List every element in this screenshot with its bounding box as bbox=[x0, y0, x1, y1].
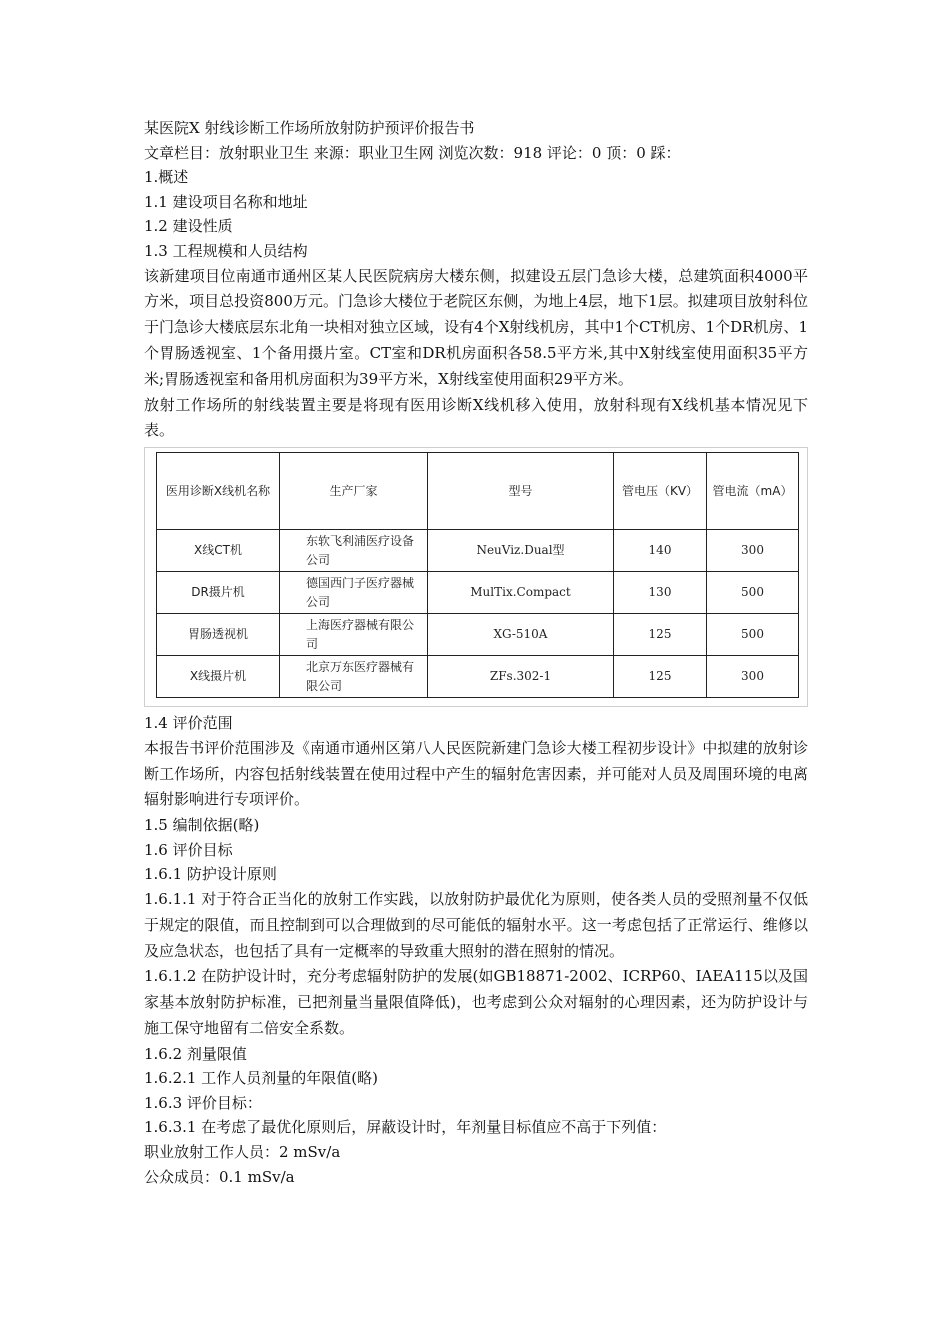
current-cell: 500 bbox=[707, 572, 799, 614]
model-cell: MulTix.Compact bbox=[428, 572, 614, 614]
paragraph-scale: 该新建项目位南通市通州区某人民医院病房大楼东侧，拟建设五层门急诊大楼，总建筑面积4000平方米，项目总投资800万元。门急诊大楼位于老院区东侧，为地上4层，地下1层。拟建项目放射科位于门急诊大楼底层东北角一块相对独立区域，设有4个X射线机房，其中1个CT机房、1个DR机房、1个胃肠透视室、1个备用摄片室。CT室和DR机房面积各58.5平方米,其中X射线室使用面积35平方米;胃肠透视室和备用机房面积为39平方米，X射线室使用面积29平方米。 bbox=[144, 266, 808, 388]
manufacturer-cell: 东软飞利浦医疗设备公司 bbox=[280, 530, 428, 572]
table-header-row bbox=[157, 453, 799, 530]
device-name-cell: X线摄片机 bbox=[157, 656, 280, 698]
heading-1-6: 1.6 评价目标 bbox=[144, 840, 233, 859]
current-cell: 500 bbox=[707, 614, 799, 656]
heading-1: 1.概述 bbox=[144, 168, 189, 187]
header-cell: 型号 bbox=[428, 453, 614, 530]
header-cell: 医用诊断X线机名称 bbox=[157, 453, 280, 530]
header-cell: 生产厂家 bbox=[280, 453, 428, 530]
document-page bbox=[144, 116, 808, 1189]
heading-1-6-2: 1.6.2 剂量限值 bbox=[144, 1044, 247, 1063]
heading-1-2: 1.2 建设性质 bbox=[144, 217, 233, 236]
manufacturer-cell: 德国西门子医疗器械公司 bbox=[280, 572, 428, 614]
current-cell: 300 bbox=[707, 530, 799, 572]
device-name-cell: 胃肠透视机 bbox=[157, 614, 280, 656]
heading-1-6-3-1: 1.6.3.1 在考虑了最优化原则后，屏蔽设计时，年剂量目标值应不高于下列值： bbox=[144, 1118, 667, 1137]
table-row bbox=[157, 572, 799, 614]
manufacturer-cell: 北京万东医疗器械有限公司 bbox=[280, 656, 428, 698]
heading-1-5: 1.5 编制依据(略) bbox=[144, 816, 260, 835]
voltage-cell: 130 bbox=[614, 572, 707, 614]
paragraph-1-6-1-1: 1.6.1.1 对于符合正当化的放射工作实践，以放射防护最优化为原则，使各类人员的受照剂量不仅低于规定的限值，而且控制到可以合理做到的尽可能低的辐射水平。这一考虑包括了正常运行、维修以及应急状态，也包括了具有一定概率的导致重大照射的潜在照射的情况。 bbox=[144, 889, 808, 960]
device-name-cell: X线CT机 bbox=[157, 530, 280, 572]
table-row bbox=[157, 656, 799, 698]
voltage-cell: 140 bbox=[614, 530, 707, 572]
device-name-cell: DR摄片机 bbox=[157, 572, 280, 614]
document-title: 某医院X 射线诊断工作场所放射防护预评价报告书 bbox=[144, 119, 475, 137]
heading-1-4: 1.4 评价范围 bbox=[144, 714, 233, 733]
voltage-cell: 125 bbox=[614, 656, 707, 698]
heading-1-1: 1.1 建设项目名称和地址 bbox=[144, 192, 308, 211]
model-cell: NeuViz.Dual型 bbox=[428, 530, 614, 572]
heading-1-6-1: 1.6.1 防护设计原则 bbox=[144, 865, 277, 884]
table-row bbox=[157, 614, 799, 656]
voltage-cell: 125 bbox=[614, 614, 707, 656]
heading-1-6-2-1: 1.6.2.1 工作人员剂量的年限值(略) bbox=[144, 1069, 378, 1088]
current-cell: 300 bbox=[707, 656, 799, 698]
model-cell: XG-510A bbox=[428, 614, 614, 656]
equipment-table bbox=[156, 452, 799, 698]
model-cell: ZFs.302-1 bbox=[428, 656, 614, 698]
table-row bbox=[157, 530, 799, 572]
equipment-table-frame bbox=[144, 447, 808, 707]
paragraph-1-6-1-2: 1.6.1.2 在防护设计时，充分考虑辐射防护的发展(如GB18871-2002、ICRP60、IAEA115以及国家基本放射防护标准，已把剂量当量限值降低)，也考虑到公众对辐射的心理因素，还为防护设计与施工保守地留有二倍安全系数。 bbox=[144, 967, 808, 1037]
paragraph-devices: 放射工作场所的射线装置主要是将现有医用诊断X线机移入使用，放射科现有X线机基本情况见下表。 bbox=[144, 395, 808, 440]
header-cell: 管电压（KV） bbox=[614, 453, 707, 530]
heading-1-6-3: 1.6.3 评价目标： bbox=[144, 1093, 262, 1112]
dose-limit-public: 公众成员：0.1 mSv/a bbox=[144, 1167, 295, 1186]
heading-1-3: 1.3 工程规模和人员结构 bbox=[144, 241, 308, 260]
manufacturer-cell: 上海医疗器械有限公司 bbox=[280, 614, 428, 656]
header-cell: 管电流（mA） bbox=[707, 453, 799, 530]
dose-limit-worker: 职业放射工作人员：2 mSv/a bbox=[144, 1143, 341, 1162]
paragraph-scope: 本报告书评价范围涉及《南通市通州区第八人民医院新建门急诊大楼工程初步设计》中拟建的放射诊断工作场所，内容包括射线装置在使用过程中产生的辐射危害因素，并可能对人员及周围环境的电离辐射影响进行专项评价。 bbox=[144, 738, 808, 809]
article-meta: 文章栏目：放射职业卫生 来源：职业卫生网 浏览次数：918 评论：0 顶：0 踩： bbox=[144, 143, 681, 162]
